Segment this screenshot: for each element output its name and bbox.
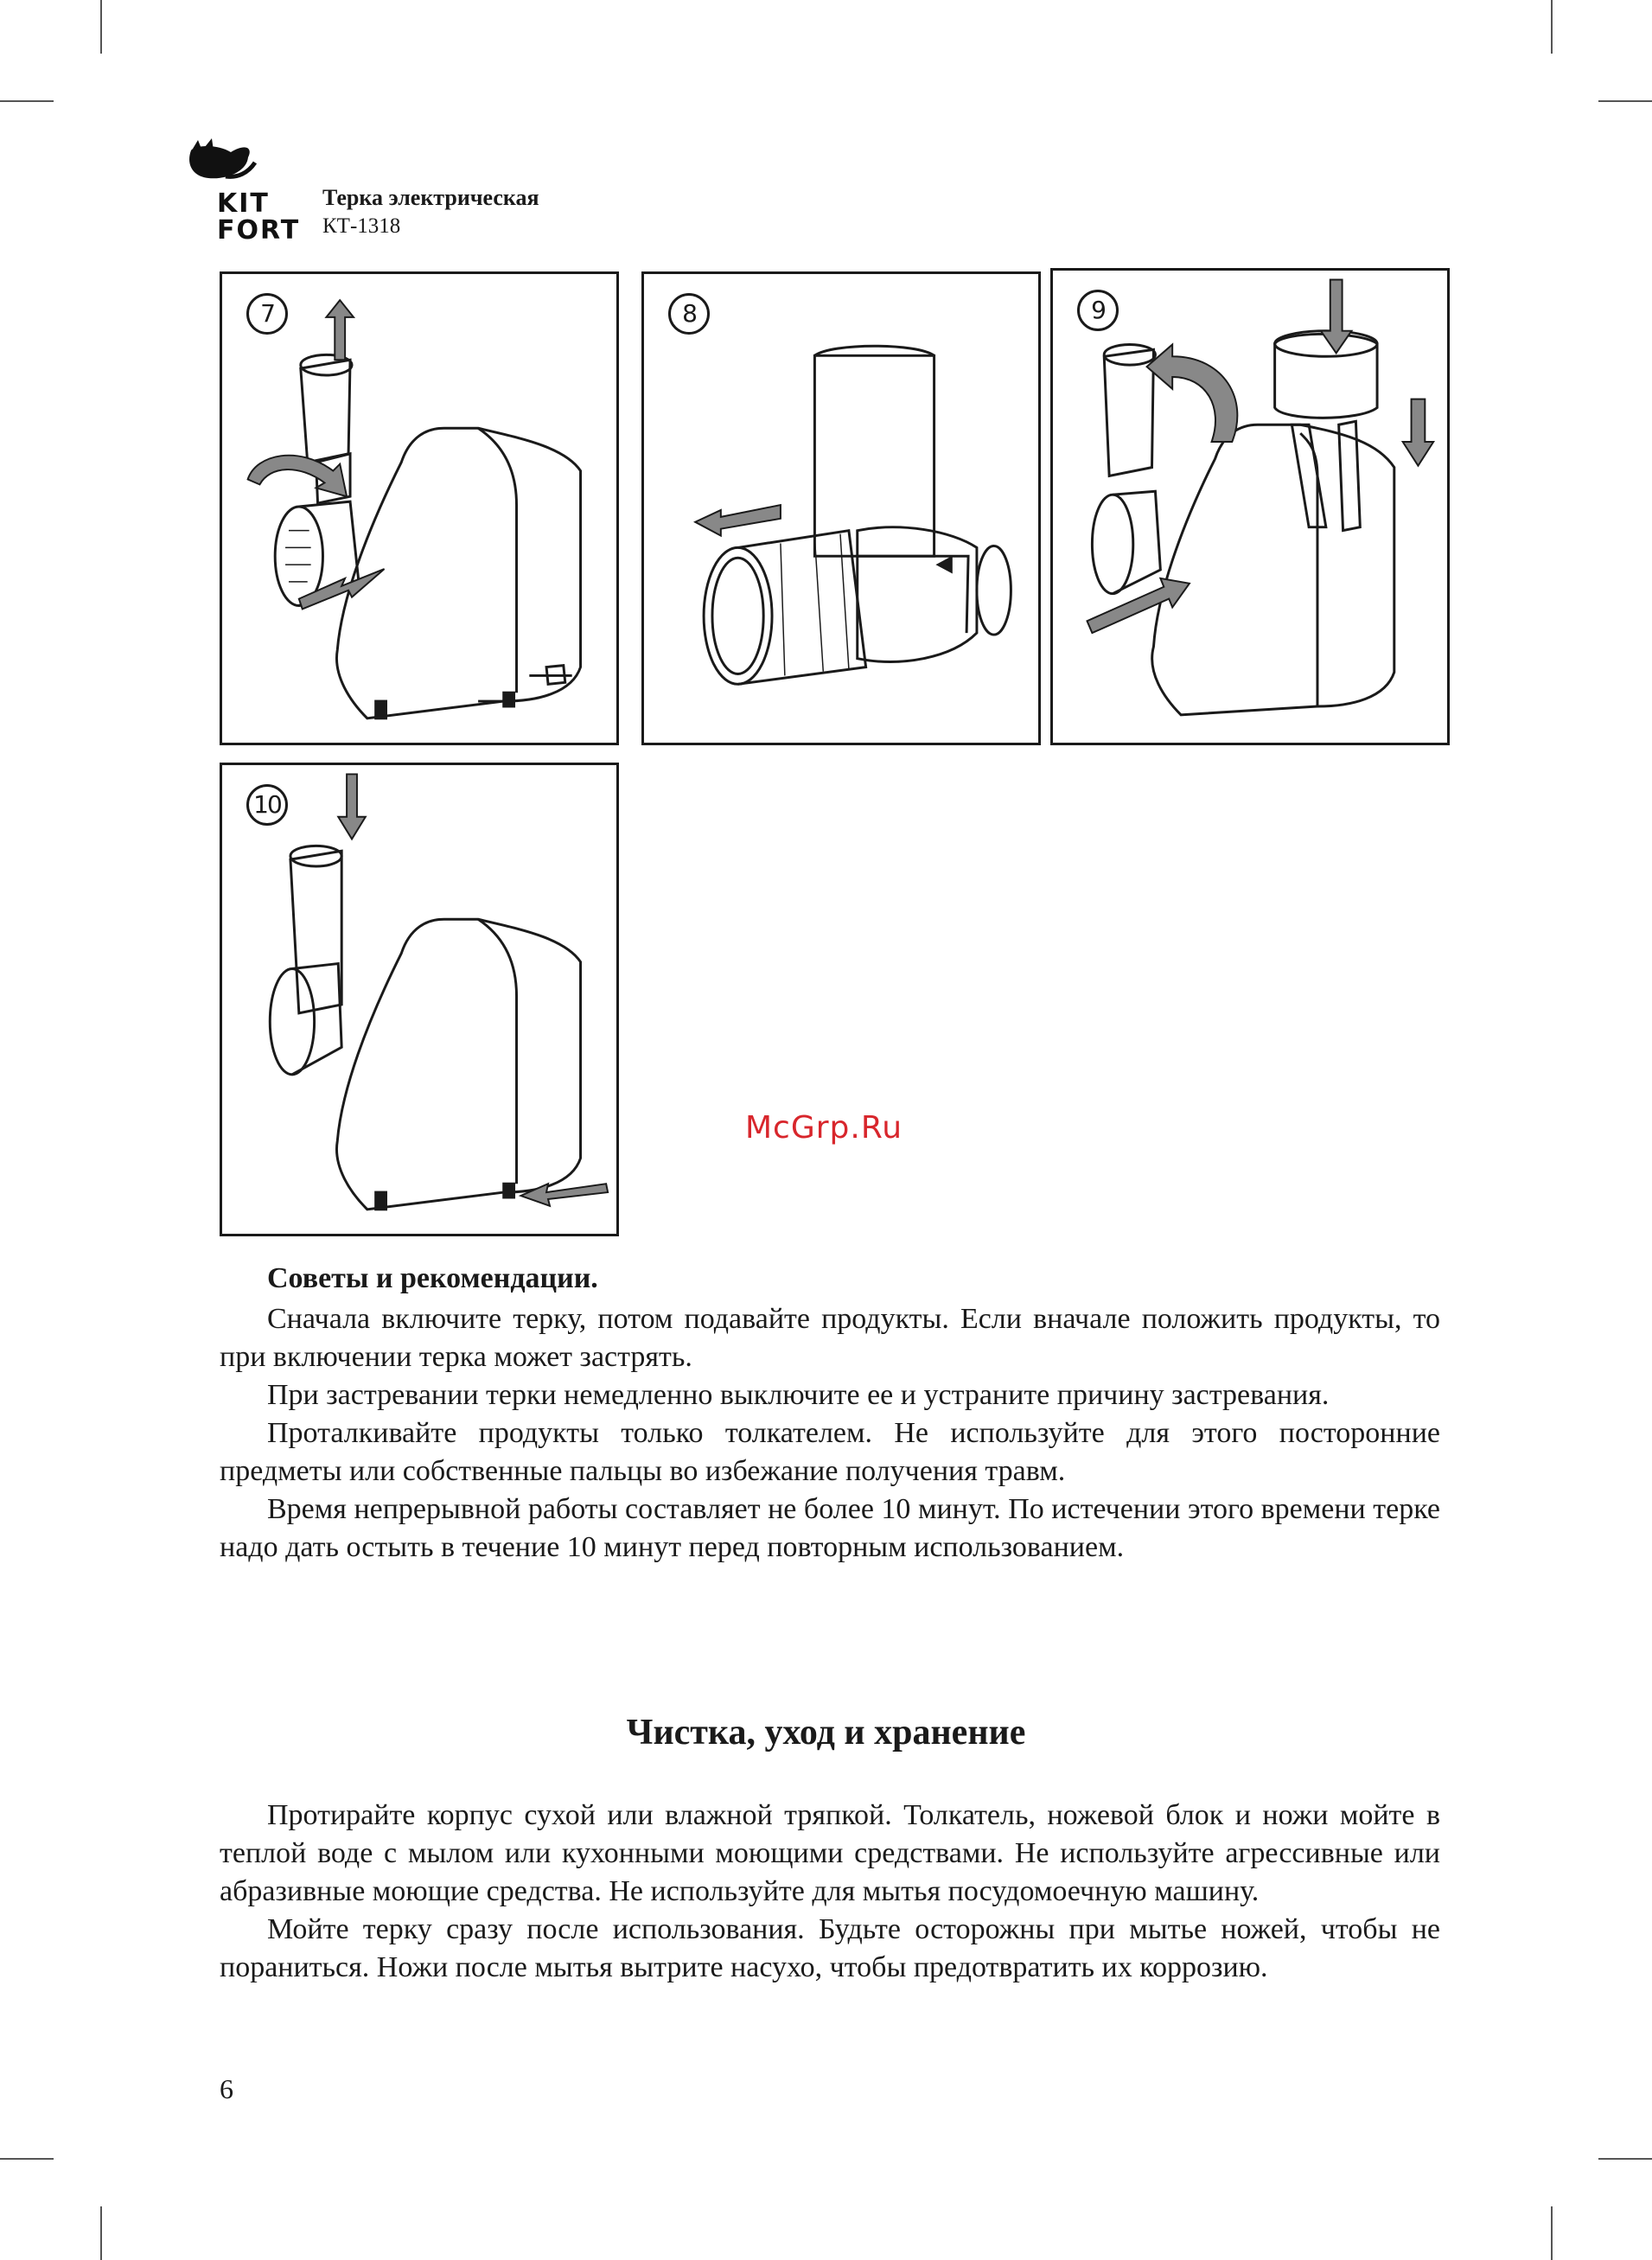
tips-text	[220, 1300, 1440, 1567]
brand-line-2: FORT	[217, 215, 301, 246]
brand-line-1: KIT	[217, 188, 270, 219]
grater-assembled-step-10-icon	[222, 765, 616, 1234]
document-title: Терка электрическая	[322, 185, 539, 210]
crop-mark	[1551, 2206, 1553, 2260]
figure-step-8	[641, 271, 1041, 745]
crop-mark	[100, 0, 102, 54]
tips-paragraph: Время непрерывной работы составляет не более 10 минут. По истечении этого времени терке надо дать остыть в течение 10 минут перед повторным использованием.	[220, 1493, 1440, 1563]
page-number: 6	[220, 2073, 233, 2104]
watermark: McGrp.Ru	[745, 1110, 903, 1146]
crop-mark	[1598, 100, 1652, 102]
tips-heading: Советы и рекомендации.	[267, 1262, 598, 1294]
brand-wordmark	[217, 190, 300, 244]
step-number-badge: 7	[246, 293, 288, 335]
crop-mark	[1598, 2158, 1652, 2160]
step-number-badge: 8	[668, 293, 710, 335]
tips-paragraph: Проталкивайте продукты только толкателем. Не используйте для этого посторонние предметы или собственные пальцы во избежание получения травм.	[220, 1417, 1440, 1487]
model-number: КТ-1318	[322, 214, 401, 238]
step-number-badge: 10	[246, 784, 288, 826]
cleaning-paragraph: Мойте терку сразу после использования. Будьте осторожны при мытье ножей, чтобы не пораниться. Ножи после мытья вытрите насухо, чтобы предотвратить их коррозию.	[220, 1913, 1440, 1983]
cleaning-paragraph: Протирайте корпус сухой или влажной тряпкой. Толкатель, ножевой блок и ножи мойте в теплой воде с мылом или кухонными моющими средствами. Не используйте агрессивные или абразивные моющие средства. Не используйте для мытья посудомоечную машину.	[220, 1799, 1440, 1907]
grater-drum-insert-step-8-icon	[644, 274, 1038, 743]
figure-step-9	[1050, 268, 1450, 745]
figure-step-7	[220, 271, 619, 745]
crop-mark	[100, 2206, 102, 2260]
cleaning-text	[220, 1797, 1440, 1987]
cleaning-heading: Чистка, уход и хранение	[626, 1713, 1026, 1752]
crop-mark	[1551, 0, 1553, 54]
figure-step-10	[220, 763, 619, 1236]
tips-paragraph: Сначала включите терку, потом подавайте продукты. Если вначале положить продукты, то при включении терка может застрять.	[220, 1303, 1440, 1373]
grater-top-attach-step-9-icon	[1053, 271, 1447, 743]
crop-mark	[0, 100, 54, 102]
tips-paragraph: При застревании терки немедленно выключите ее и устраните причину застревания.	[267, 1379, 1330, 1411]
grater-assembly-step-7-icon	[222, 274, 616, 743]
crop-mark	[0, 2158, 54, 2160]
step-number-badge: 9	[1077, 290, 1119, 331]
